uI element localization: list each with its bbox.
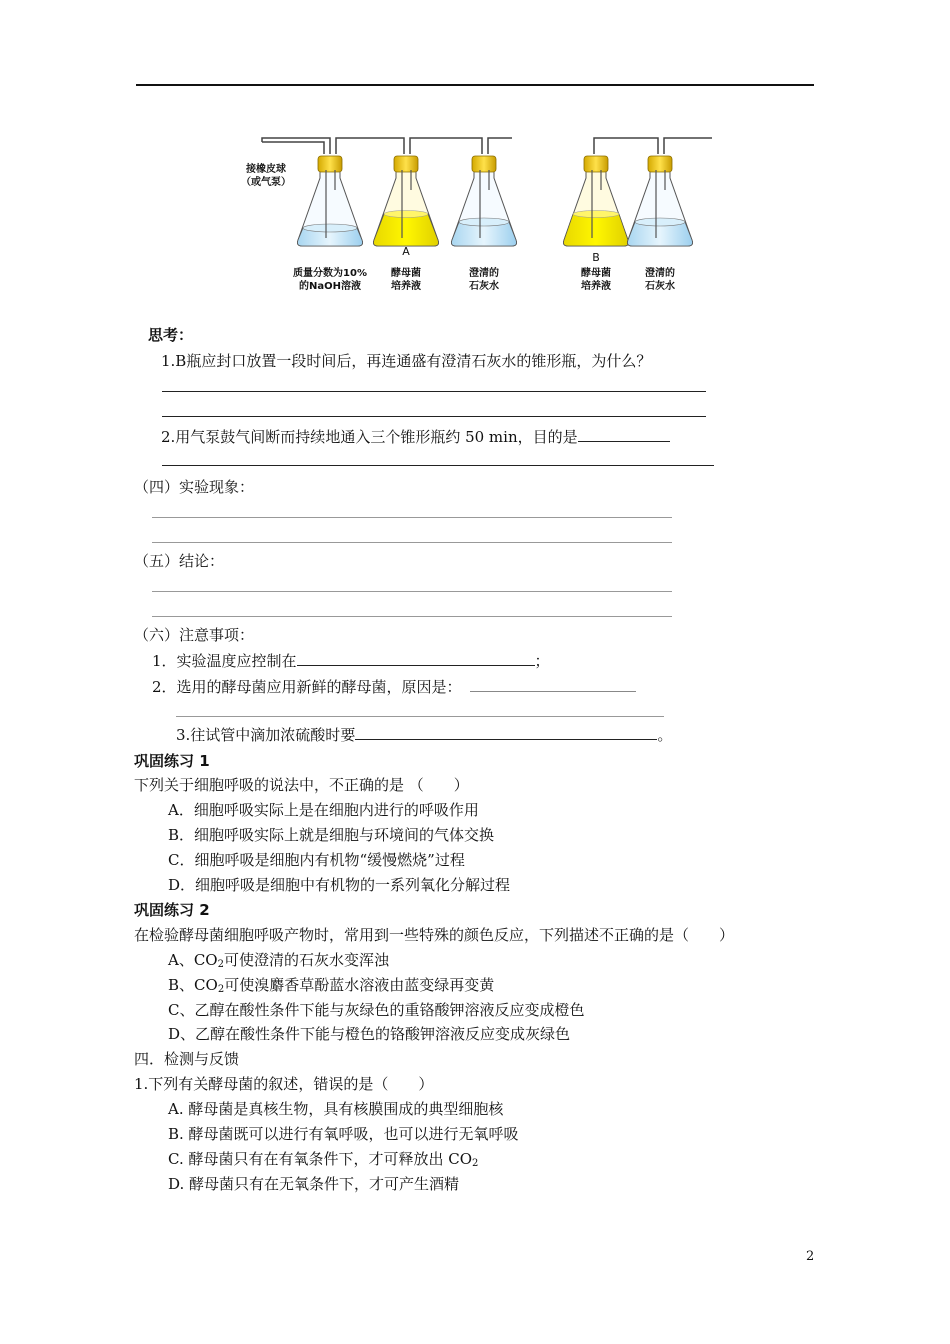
header-rule (136, 84, 814, 86)
practice-2-option-a[interactable] (168, 949, 389, 976)
flask-limewater-1 (452, 156, 517, 246)
flask-limewater-2 (628, 156, 693, 246)
subscript: 2 (472, 1158, 479, 1169)
answer-line[interactable] (162, 391, 706, 392)
flask-a-yeast (374, 156, 439, 246)
practice-2-option-c[interactable]: C、乙醇在酸性条件下能与灰绿色的重铬酸钾溶液反应变成橙色 (168, 1001, 585, 1019)
practice-1-option-a[interactable]: A．细胞呼吸实际上是在细胞内进行的呼吸作用 (168, 801, 479, 819)
practice-2-heading: 巩固练习 2 (134, 901, 210, 919)
answer-blank[interactable] (578, 427, 670, 442)
flask-3-label-line1: 澄清的 (469, 268, 499, 279)
section-5-title: （五）结论： (134, 552, 225, 570)
practice-2-question: 在检验酵母菌细胞呼吸产物时，常用到一些特殊的颜色反应，下列描述不正确的是（ ） (134, 926, 735, 944)
answer-line[interactable] (152, 616, 672, 617)
answer-line[interactable] (162, 416, 706, 417)
page-number: 2 (806, 1249, 815, 1264)
item-3-text: 3.往试管中滴加浓硫酸时要 (176, 726, 356, 744)
flask-3-label-line2: 石灰水 (469, 281, 499, 292)
practice-1-heading: 巩固练习 1 (134, 752, 210, 770)
subscript: 2 (217, 984, 225, 995)
flask-naoh (298, 156, 363, 246)
subscript: 2 (217, 959, 224, 970)
flask-1-label-line1: 质量分数为10% (293, 268, 367, 279)
answer-blank[interactable] (470, 677, 636, 692)
option-text: 可使溴麝香草酚蓝水溶液由蓝变绿再变黄 (224, 976, 495, 994)
practice-1-option-d[interactable]: D．细胞呼吸是细胞中有机物的一系列氧化分解过程 (168, 876, 511, 894)
tubing-set-2 (594, 138, 712, 154)
answer-line[interactable] (152, 517, 672, 518)
section-6-title: （六）注意事项： (134, 626, 255, 644)
section-6-item-3 (176, 724, 672, 746)
flask-2-label-line1: 酵母菌 (391, 268, 421, 279)
section-four-option-d[interactable]: D. 酵母菌只有在无氧条件下，才可产生酒精 (168, 1175, 460, 1193)
practice-1-option-b[interactable]: B．细胞呼吸实际上就是细胞与环境间的气体交换 (168, 826, 495, 844)
section-four-option-a[interactable]: A. 酵母菌是真核生物，具有核膜围成的典型细胞核 (168, 1100, 504, 1118)
section-6-item-1 (152, 650, 550, 672)
flask-letter-b: B (592, 251, 600, 264)
option-text: C. 酵母菌只有在有氧条件下，才可释放出 CO (168, 1150, 473, 1168)
section-four-option-c[interactable] (168, 1148, 478, 1175)
option-text: B、CO (168, 976, 218, 994)
pump-label-line2: （或气泵） (241, 177, 291, 188)
flask-letter-a: A (402, 245, 410, 258)
option-text: A、CO (168, 951, 218, 969)
item-1-end: ； (534, 652, 550, 670)
flask-1-label-line2: 的NaOH溶液 (299, 281, 361, 292)
section-4-title: （四）实验现象： (134, 478, 255, 496)
answer-line[interactable] (152, 591, 672, 592)
item-2-text: 2．选用的酵母菌应用新鲜的酵母菌，原因是： (152, 678, 462, 696)
think-heading: 思考： (148, 326, 194, 344)
flask-b-yeast (564, 156, 629, 246)
apparatus-figure (240, 130, 730, 300)
answer-blank[interactable] (355, 725, 657, 740)
flask-2-label-line2: 培养液 (391, 281, 421, 292)
pump-label-line1: 接橡皮球 (246, 164, 286, 175)
practice-2-option-d[interactable]: D、乙醇在酸性条件下能与橙色的铬酸钾溶液反应变成灰绿色 (168, 1025, 571, 1043)
section-6-item-2 (152, 676, 636, 698)
flask-5-label-line2: 石灰水 (645, 281, 675, 292)
flask-5-label-line1: 澄清的 (645, 268, 675, 279)
tubing-set-1 (262, 138, 512, 154)
flask-4-label-line1: 酵母菌 (581, 268, 611, 279)
option-text: 可使澄清的石灰水变浑浊 (223, 951, 389, 969)
section-four-question: 1.下列有关酵母菌的叙述，错误的是（ ） (134, 1075, 434, 1093)
practice-2-option-b[interactable] (168, 974, 494, 1001)
answer-blank[interactable] (297, 651, 535, 666)
practice-1-option-c[interactable]: C．细胞呼吸是细胞内有机物“缓慢燃烧”过程 (168, 851, 465, 869)
section-four-heading: 四．检测与反馈 (134, 1050, 240, 1068)
practice-1-question: 下列关于细胞呼吸的说法中，不正确的是 （ ） (134, 776, 469, 794)
answer-line[interactable] (176, 716, 664, 717)
flask-4-label-line2: 培养液 (581, 281, 611, 292)
think-question-1: 1.B瓶应封口放置一段时间后，再连通盛有澄清石灰水的锥形瓶，为什么？ (161, 352, 652, 370)
item-3-end: 。 (657, 726, 673, 744)
item-1-text: 1．实验温度应控制在 (152, 652, 297, 670)
section-four-option-b[interactable]: B. 酵母菌既可以进行有氧呼吸，也可以进行无氧呼吸 (168, 1125, 519, 1143)
answer-line[interactable] (152, 542, 672, 543)
think-question-2-text: 2.用气泵鼓气间断而持续地通入三个锥形瓶约 50 min，目的是 (161, 428, 578, 446)
answer-line[interactable] (162, 465, 714, 466)
think-question-2 (161, 426, 670, 448)
